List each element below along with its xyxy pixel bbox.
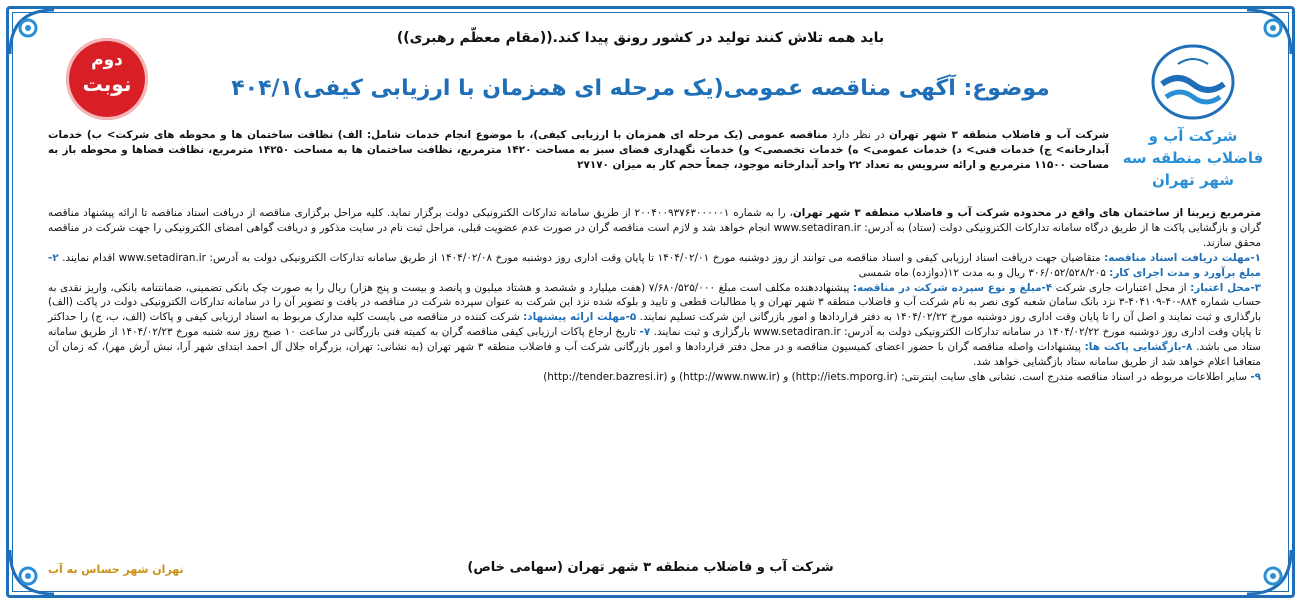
- corner-ornament-icon: [6, 6, 58, 58]
- scope-text: ، با موضوع انجام خدمات شامل: الف) نظافت ساختمان ها و محوطه های شرکت> ب) خدمات آبدارخانه> ج) خدمات فنی> د) خدمات عمومی> ه) خدمات تخصصی> و) خدمات نگهداری فضای سبز به مساحت ۱۴۲۰ مترمربع، نظافت ساختمان ها به مساحت ۱۴۲۵۰ مترمربع، نظافت فضاها و محوطه باز به مساحت ۱۱۵۰۰ مترمربع و ارائه سرویس به تعداد ۲۲ واحد آبدارخانه موجود، جمعاً حجم کار به میزان ۲۷۱۷۰: [48, 129, 1109, 171]
- section-9-label: ۹-: [1250, 370, 1261, 383]
- section-1-text: متقاضیان جهت دریافت اسناد ارزیابی کیفی و اسناد مناقصه می توانند از روز دوشنبه مورخ ۱۴۰۴/۰۲/۰۱ تا پایان وقت اداری روز دوشنبه مورخ ۱۴۰۴/۰۲/۰۸ از طریق سامانه تدارکات الکترونیکی دولت به آدرس: www.setadiran.ir اقدام نمایند.: [62, 251, 1105, 264]
- stamp-line1: دوم: [91, 50, 123, 70]
- company-name: شرکت آب و فاضلاب منطقه سه شهر تهران: [1122, 127, 1264, 189]
- area-text: مترمربع زیربنا از ساختمان های واقع در محدوده شرکت آب و فاضلاب منطقه ۳ شهر تهران: [792, 207, 1261, 219]
- section-1: [48, 251, 1261, 281]
- intro-connector: در نظر دارد: [827, 129, 890, 141]
- section-9-text: سایر اطلاعات مربوطه در اسناد مناقصه مندرج است. نشانی های سایت اینترنتی: (http://iets.mporg.ir) و (http://www.nww.ir) و (http://tender.bazresi.ir): [543, 370, 1251, 383]
- tender-type: مناقصه عمومی (یک مرحله ای همزمان با ارزیابی کیفی): [533, 129, 828, 141]
- ad-body: [48, 206, 1261, 385]
- company-name-inline: شرکت آب و فاضلاب منطقه ۳ شهر تهران: [889, 129, 1109, 141]
- company-logo: [1119, 42, 1267, 191]
- ad-title: موضوع: آگهی مناقصه عمومی(یک مرحله ای همزمان با ارزیابی کیفی)۴۰۴/۱: [231, 76, 1050, 101]
- section-8-text: پیشنهادات واصله مناقصه گران با حضور اعضای کمیسیون مناقصه و در محل دفتر قراردادها و امور بازرگانی شرکت آب و فاضلاب منطقه ۳ شهر تهران (به نشانی: تهران، بزرگراه جلال آل احمد ابتدای شهر آرا، نبش آرش مهر)، که زمان آن متعاقبا اعلام خواهد شد از طریق سامانه ستاد بازگشایی خواهد شد.: [48, 341, 1261, 369]
- section-4-text: پیشنهاددهنده مکلف است مبلغ ۷/۶۸۰/۵۲۵/۰۰۰ (هفت میلیارد و ششصد و هشتاد میلیون و پانصد و بیست و پنج هزار) ریال را به صورت چک بانکی تضمینی، ضمانتنامه بانکی، واریز نقدی به حساب شماره ۸۸۴-۴۰-۴۰۴۱۰۹-۳ نزد بانک سامان شعبه کوی نصر به نام شرکت آب و فاضلاب منطقه ۳ شهر تهران و یا مطالبات قطعی و تایید و بلوکه شده نزد این شرکت به عنوان سپرده شرکت در مناقصه در یافت و تصویر آن را در سامانه تدارکات الکترونیکی دولت در پاکت (الف) بارگذاری و ثبت نمایند و اصل آن را تا پایان وقت اداری روز دوشنبه مورخ ۱۴۰۴/۰۲/۲۲ به دفتر قراردادها و امور بازرگانی این شرکت تسلیم نمایند.: [48, 281, 1262, 324]
- corner-ornament-icon: [1243, 546, 1295, 598]
- paragraph-2: [48, 206, 1261, 251]
- section-5-label: ۵-مهلت ارائه پیشنهاد:: [523, 311, 637, 324]
- signature: شرکت آب و فاضلاب منطقه ۳ شهر تهران (سهامی خاص): [467, 560, 834, 575]
- water-drop-logo-icon: [1148, 42, 1238, 122]
- section-7-text: تاریخ ارجاع پاکات ارزیابی کیفی مناقصه گران به کمیته فنی بازرگانی در ساعت ۱۰ صبح روز سه شنبه مورخ ۱۴۰۴/۰۲/۲۳ از طریق سامانه ستاد می باشد.: [48, 326, 1261, 354]
- section-2-label: ۲-مبلغ برآورد و مدت اجرای کار:: [48, 251, 1261, 279]
- section-8-label: ۸-بازگشایی پاکت ها:: [1084, 341, 1193, 354]
- section-5-text: شرکت کننده در مناقصه می بایست کلیه مدارک مربوط به اسناد ارزیابی کیفی و پاکات (الف، ب، ج) را حداکثر تا پایان وقت اداری روز دوشنبه مورخ ۱۴۰۴/۰۲/۲۲ در سامانه تدارکات الکترونیکی دولت به آدرس: www.setadiran.ir بارگزاری و ثبت نمایند.: [48, 311, 1261, 339]
- section-7-label: ۷-: [639, 326, 651, 339]
- section-9: [48, 370, 1261, 385]
- section-3-label: ۳-محل اعتبار:: [1190, 281, 1261, 294]
- section-3: [48, 281, 1261, 370]
- section-2-text: ۳۰۶/۰۵۲/۵۲۸/۲۰۵ ریال و به مدت ۱۲(دوازده) ماه شمسی: [858, 266, 1110, 279]
- second-notice-stamp: [66, 38, 148, 120]
- slogan: تهران شهر حساس به آب: [48, 563, 184, 576]
- intro-text: [48, 128, 1109, 173]
- stamp-line2: نوبت: [82, 72, 132, 96]
- procedure-text: ، را به شماره ۲۰۰۴۰۰۹۳۷۶۳۰۰۰۰۰۱ از طریق سامانه تدارکات الکترونیکی دولت برگزار نماید. کلیه مراحل برگزاری مناقصه از دریافت اسناد مناقصه تا ارائه پیشنهاد مناقصه گران و بازگشایی پاکت ها از طریق درگاه سامانه تدارکات الکترونیکی دولت (ستاد) به آدرس: www.setadiran.ir انجام خواهد شد و لازم است مناقصه گران در صورت عدم عضویت قبلی، مراحل ثبت نام در سایت مذکور و دریافت گواهی امضای الکترونیکی را جهت شرکت در مناقصه محقق سازند.: [48, 207, 1261, 249]
- intro-paragraph: [48, 128, 1109, 173]
- section-4-label: ۴-مبلغ و نوع سپرده شرکت در مناقصه:: [852, 281, 1053, 294]
- leader-quote: باید همه تلاش کنند تولید در کشور رونق پیدا کند.((مقام معظّم رهبری)): [396, 30, 885, 46]
- section-1-label: ۱-مهلت دریافت اسناد مناقصه:: [1104, 251, 1262, 264]
- section-3-text: از محل اعتبارات جاری شرکت: [1055, 281, 1191, 294]
